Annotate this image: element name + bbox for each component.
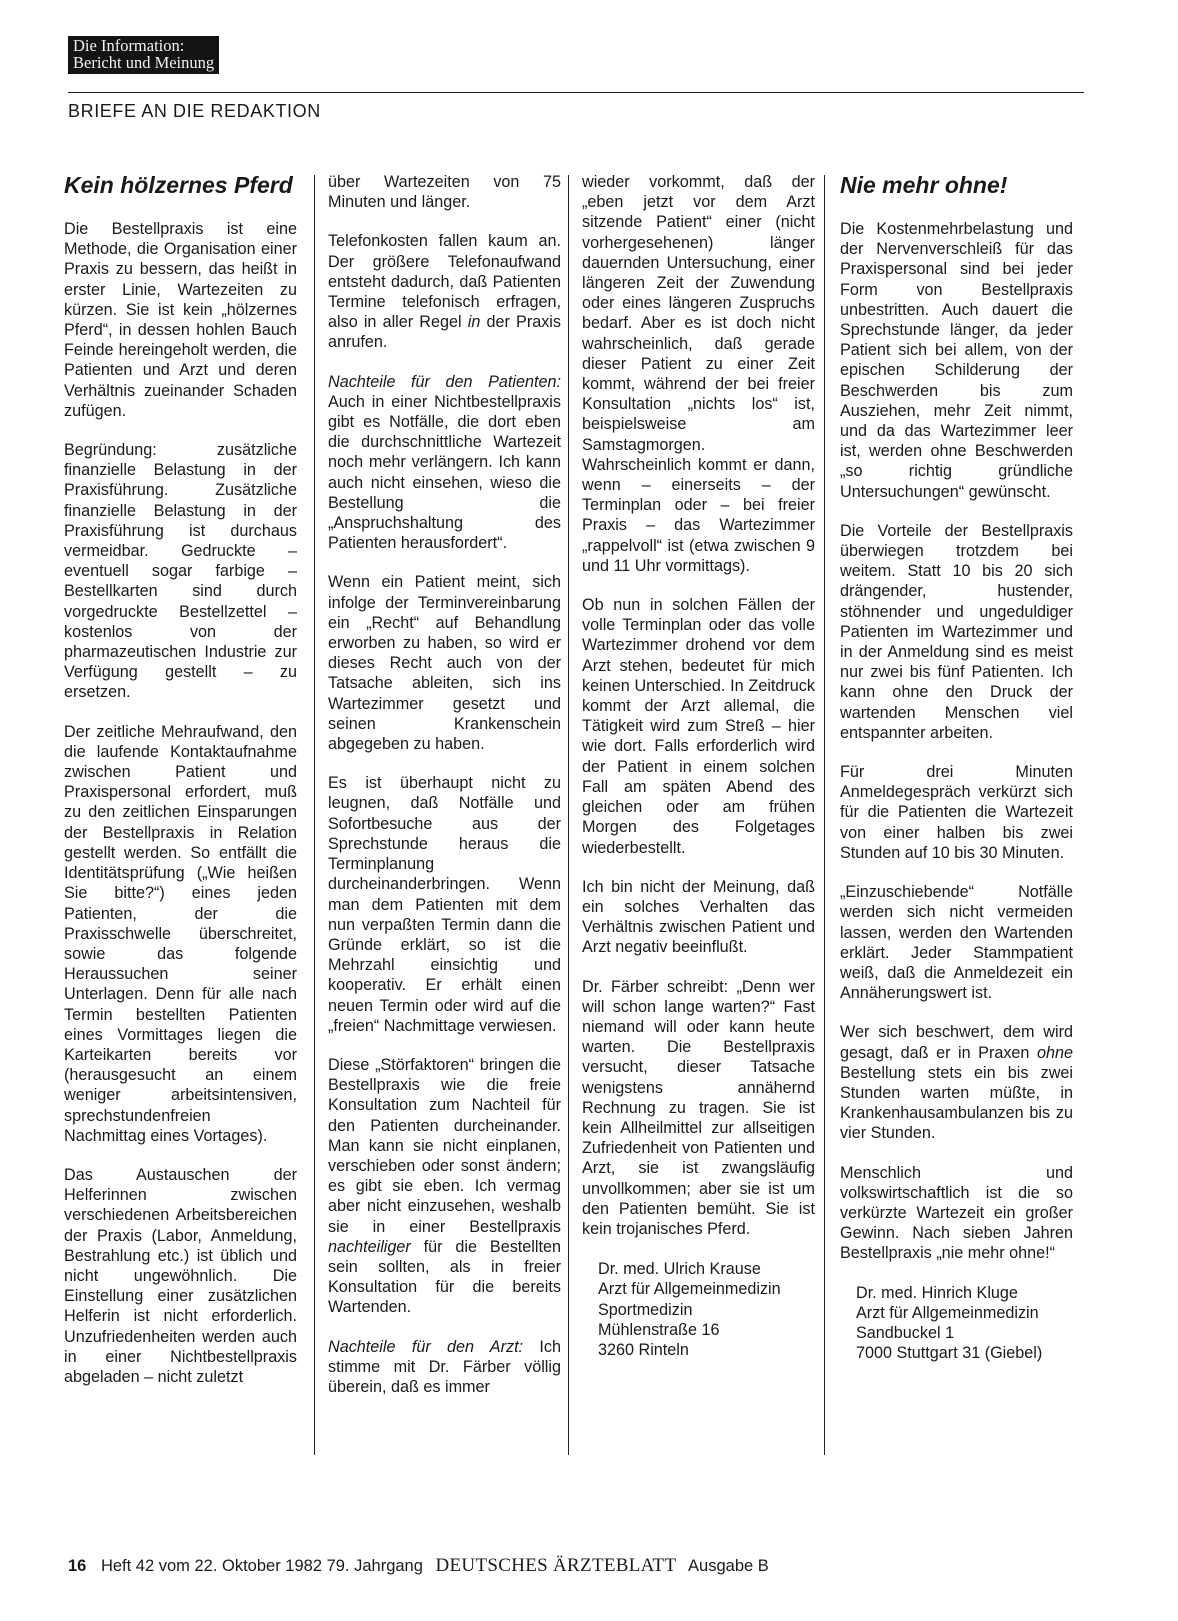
letter1-paragraph: Wenn ein Patient meint, sich infolge der Terminvereinbarung ein „Recht“ auf Behandlung erworben zu haben, so wird er dieses Recht auch von der Tatsache ableiten, sich ins Wartezimmer gesetzt und seinen Krankenschein abgegeben zu haben. <box>328 573 561 754</box>
letter1-paragraph <box>328 1055 561 1318</box>
text-run: Diese „Störfaktoren“ bringen die Bestellpraxis wie die freie Konsultation zum Nachteil für den Patienten durcheinander. Man kann sie nicht einplanen, verschieben oder sonst ändern; es gibt sie eben. Ich vermag aber nicht einzusehen, weshalb sie in einer Bestellpraxis <box>328 1055 561 1236</box>
signature-line: Mühlenstraße 16 <box>598 1320 720 1339</box>
letter1-paragraph: Der zeitliche Mehraufwand, den die laufende Kontaktaufnahme zwischen Patient und Praxispersonal erfordert, muß zu den zeitlichen Einsparungen der Bestellpraxis in Relation gestellt werden. So entfällt die Identitätsprüfung („Wie heißen Sie bitte?“) eines jeden Patienten, der die Praxisschwelle überschreitet, sowie das folgende Heraussuchen seiner Unterlagen. Denn für alle nach Termin bestellten Patienten eines Vormittages liegen die Karteikarten bereits vor (herausgesucht an einem weniger arbeitsintensiven, sprechstundenfreien Nachmittag eines Vortages). <box>64 722 297 1145</box>
letter2-paragraph <box>840 1022 1073 1143</box>
letter1-paragraph: Begründung: zusätzliche finanzielle Belastung in der Praxisführung. Zusätzliche finanzielle Belastung in der Praxisführung ist durchaus vermeidbar. Gedruckte – eventuell sogar farbige – Bestellkarten sind durch vorgedruckte Bestellzettel – kostenlos von der pharmazeutischen Industrie zur Verfügung gestellt – zu ersetzen. <box>64 441 297 702</box>
signature-line: Sportmedizin <box>598 1300 693 1319</box>
text-run: Auch in einer Nichtbestellpraxis gibt es Notfälle, die dort eben die durchschnittliche Wartezeit noch mehr verlängern. Ich kann auch nicht einsehen, wieso die Bestellung die „Anspruchshaltung des Patienten herausfordert“. <box>328 392 561 553</box>
column-2 <box>328 172 561 1397</box>
signature-line: Sandbuckel 1 <box>856 1323 955 1342</box>
header-rule <box>68 92 1084 93</box>
section-label-line1: Die Information: <box>73 36 185 55</box>
signature-line: Arzt für Allgemeinmedizin <box>598 1280 781 1299</box>
signature-line: 7000 Stuttgart 31 (Giebel) <box>856 1344 1043 1363</box>
letter1-paragraph: Dr. Färber schreibt: „Denn wer will schon lange warten?“ Fast niemand will oder kann heute warten. Die Bestellpraxis versucht, dieser Tatsache wenigstens annähernd Rechnung zu tragen. Sie ist kein Allheilmittel zur allseitigen Zufriedenheit von Patienten und Arzt, sie ist zwangsläufig unvollkommen; aber sie ist um den Patienten bemüht. Sie ist kein trojanisches Pferd. <box>582 977 815 1238</box>
signature-name: Dr. med. Hinrich Kluge <box>856 1283 1018 1302</box>
signature-name: Dr. med. Ulrich Krause <box>598 1260 761 1279</box>
letter1-paragraph: wieder vorkommt, daß der „eben jetzt vor dem Arzt sitzende Patient“ einer (nicht vorhergesehenen) länger dauernden Untersuchung, einer längeren Zeit der Zuwendung oder eines längeren Zuspruchs bedarf. Aber es ist doch nicht wahrscheinlich, daß gerade dieser Patient zu einer Zeit kommt, während der bei freier Konsultation „nichts los“ ist, beispielsweise am Samstagmorgen. Wahrscheinlich kommt er dann, wenn – einerseits – der Terminplan oder – bei freier Praxis – das Wartezimmer „rappelvoll“ ist (etwa zwischen 9 und 11 Uhr vormittags). <box>582 173 815 575</box>
edition-label: Ausgabe B <box>688 1557 769 1575</box>
text-run: Wer sich beschwert, dem wird gesagt, daß er in Praxen <box>840 1023 1073 1062</box>
text-run: Bestellung stets ein bis zwei Stunden warten müßte, in Krankenhausambulanzen bis zu vier Stunden. <box>840 1063 1073 1143</box>
letter2-paragraph: „Einzuschiebende“ Notfälle werden sich nicht vermeiden lassen, werden den Wartenden erklärt. Jeder Stammpatient weiß, daß die Anmeldezeit ein Annäherungswert ist. <box>840 883 1073 1003</box>
letter2-paragraph: Die Kostenmehrbelastung und der Nervenverschleiß für das Praxispersonal sind bei jeder Form von Bestellpraxis unbestritten. Auch dauert die Sprechstunde länger, da jeder Patient sich bei allem, von der epischen Schilderung der Beschwerden bis zum Ausziehen, mehr Zeit nimmt, und da das Wartezimmer leer ist, werden ohne Beschwerden „so richtig gründliche Untersuchungen“ gewünscht. <box>840 220 1073 501</box>
column-3 <box>582 172 815 1360</box>
letter1-headline: Kein hölzernes Pferd <box>64 172 293 198</box>
emphasis-text: nachteiliger <box>328 1237 411 1256</box>
section-label-line2: Bericht und Meinung <box>73 53 215 72</box>
page-footer <box>68 1555 769 1577</box>
letter1-paragraph: Ob nun in solchen Fällen der volle Terminplan oder das volle Wartezimmer drohend vor dem Arzt stehen, bedeutet für mich keinen Unterschied. In Zeitdruck kommt der Arzt allemal, die Tätigkeit wird zum Streß – hier wie dort. Falls erforderlich wird der Patient in einem solchen Fall am späten Abend des gleichen oder am frühen Morgen des Folgetages wiederbestellt. <box>582 596 815 857</box>
column-divider <box>314 175 315 1455</box>
magazine-name: DEUTSCHES ÄRZTEBLATT <box>435 1555 677 1576</box>
letter2-paragraph: Menschlich und volkswirtschaftlich ist die so verkürzte Wartezeit ein großer Gewinn. Nach sieben Jahren Bestellpraxis „nie mehr ohne!“ <box>840 1163 1073 1263</box>
subheading-text: Nachteile für den Arzt: <box>328 1337 524 1356</box>
letter1-signature <box>582 1259 815 1360</box>
section-title: BRIEFE AN DIE REDAKTION <box>68 101 321 121</box>
letter1-paragraph: über Wartezeiten von 75 Minuten und länger. <box>328 173 561 212</box>
emphasis-text: in <box>467 313 481 332</box>
section-label <box>68 36 219 74</box>
text-run: für die Bestellten sein sollten, als in freier Konsultation für die bereits Wartenden. <box>328 1237 561 1317</box>
issue-info: Heft 42 vom 22. Oktober 1982 79. Jahrgang <box>100 1557 423 1575</box>
letter1-paragraph: Die Bestellpraxis ist eine Methode, die Organisation einer Praxis zu bessern, das heißt in erster Linie, Wartezeiten zu kürzen. Sie ist kein „hölzernes Pferd“, in dessen hohlen Bauch Feinde hereingeholt werden, die Patienten und Arzt und deren Verhältnis zueinander Schaden zufügen. <box>64 220 297 420</box>
letter2-paragraph: Für drei Minuten Anmeldegespräch verkürzt sich für die Patienten die Wartezeit von einer halben bis zwei Stunden auf 10 bis 30 Minuten. <box>840 763 1073 862</box>
letter2-paragraph: Die Vorteile der Bestellpraxis überwiegen trotzdem bei weitem. Statt 10 bis 20 sich drängender, hustender, stöhnender und ungeduldiger Patienten im Wartezimmer und in der Anmeldung sind es meist nur zwei bis fünf Patienten. Ich kann ohne den Druck der wartenden Menschen viel entspannter arbeiten. <box>840 521 1073 742</box>
signature-line: Arzt für Allgemeinmedizin <box>856 1303 1039 1322</box>
letter1-paragraph <box>328 231 561 352</box>
letter2-headline: Nie mehr ohne! <box>840 172 1008 198</box>
page-number: 16 <box>68 1557 87 1575</box>
letter1-paragraph: Es ist überhaupt nicht zu leugnen, daß Notfälle und Sofortbesuche aus der Sprechstunde heraus die Terminplanung durcheinanderbringen. Wenn man dem Patienten mit dem nun verpaßten Termin dann die Gründe erklärt, so ist die Mehrzahl einsichtig und kooperativ. Er erhält einen neuen Termin oder wird auf die „freien“ Nachmittage verwiesen. <box>328 774 561 1035</box>
letter2-signature <box>840 1283 1073 1364</box>
column-4 <box>840 172 1073 1363</box>
letter1-paragraph: Das Austauschen der Helferinnen zwischen verschiedenen Arbeitsbereichen der Praxis (Labor, Anmeldung, Bestrahlung etc.) ist üblich und nicht ungewöhnlich. Die Einstellung einer zusätzlichen Helferin ist nicht erforderlich. Unzufriedenheiten werden auch in einer Nichtbestellpraxis abgeladen – nicht zuletzt <box>64 1165 297 1386</box>
letter1-paragraph <box>328 372 561 554</box>
subheading-text: Nachteile für den Patienten: <box>328 372 561 391</box>
text-run: Telefonkosten fallen kaum an. Der größere Telefonaufwand entsteht dadurch, daß Patienten Termine telefonisch erfragen, also in aller Regel <box>328 232 561 332</box>
text-run: der Praxis anrufen. <box>328 313 561 352</box>
letter1-paragraph <box>328 1337 561 1398</box>
letter1-paragraph: Ich bin nicht der Meinung, daß ein solches Verhalten das Verhältnis zwischen Patient und Arzt negativ beeinflußt. <box>582 877 815 957</box>
column-divider <box>568 175 569 1455</box>
text-run: Ich stimme mit Dr. Färber völlig überein, daß es immer <box>328 1337 561 1396</box>
emphasis-text: ohne <box>1036 1043 1073 1062</box>
column-divider <box>824 175 825 1455</box>
signature-line: 3260 Rinteln <box>598 1340 689 1359</box>
column-1 <box>64 172 297 1387</box>
